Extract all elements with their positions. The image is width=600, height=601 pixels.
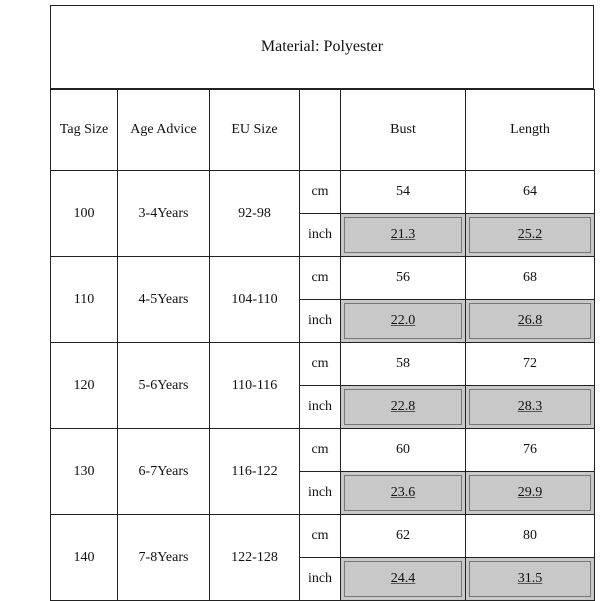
age-advice-cell: 4-5Years [118,257,210,343]
unit-cm-cell: cm [300,257,341,300]
size-row-cm [51,515,595,558]
length-inch-cell-text: 25.2 [517,227,543,242]
size-row-cm [51,171,595,214]
unit-cm-cell: cm [300,429,341,472]
bust-inch-cell [341,386,466,429]
length-cm-cell: 76 [466,429,595,472]
header-cell: Length [466,90,595,171]
bust-inch-cell-text: 22.0 [390,313,416,328]
chart-title: Material: Polyester [50,5,594,89]
eu-size-cell: 116-122 [210,429,300,515]
tag-size-cell: 110 [51,257,118,343]
length-inch-cell [466,300,595,343]
bust-inch-cell [341,558,466,601]
unit-inch-cell: inch [300,214,341,257]
eu-size-cell: 122-128 [210,515,300,601]
age-advice-cell: 3-4Years [118,171,210,257]
unit-cm-cell: cm [300,343,341,386]
bust-cm-cell: 54 [341,171,466,214]
age-advice-cell: 6-7Years [118,429,210,515]
header-cell [300,90,341,171]
length-inch-cell [466,386,595,429]
unit-cm-cell: cm [300,171,341,214]
header-cell: EU Size [210,90,300,171]
bust-cm-cell: 58 [341,343,466,386]
length-inch-cell-text: 29.9 [517,485,543,500]
bust-inch-cell-text: 22.8 [390,399,416,414]
eu-size-cell: 104-110 [210,257,300,343]
size-row-cm [51,343,595,386]
tag-size-cell: 140 [51,515,118,601]
header-cell: Bust [341,90,466,171]
size-row-cm [51,429,595,472]
length-inch-cell [466,472,595,515]
eu-size-cell: 110-116 [210,343,300,429]
tag-size-cell: 100 [51,171,118,257]
length-cm-cell: 72 [466,343,595,386]
unit-inch-cell: inch [300,386,341,429]
unit-inch-cell: inch [300,472,341,515]
bust-cm-cell: 62 [341,515,466,558]
length-cm-cell: 64 [466,171,595,214]
bust-cm-cell: 56 [341,257,466,300]
bust-cm-cell: 60 [341,429,466,472]
header-row [51,90,595,171]
size-table [50,89,595,601]
bust-inch-cell-text: 24.4 [390,571,416,586]
tag-size-cell: 130 [51,429,118,515]
bust-inch-cell-text: 21.3 [390,227,416,242]
size-chart [50,5,594,594]
eu-size-cell: 92-98 [210,171,300,257]
length-inch-cell [466,214,595,257]
header-cell: Tag Size [51,90,118,171]
unit-inch-cell: inch [300,558,341,601]
size-row-cm [51,257,595,300]
bust-inch-cell-text: 23.6 [390,485,416,500]
length-inch-cell-text: 26.8 [517,313,543,328]
bust-inch-cell [341,300,466,343]
tag-size-cell: 120 [51,343,118,429]
length-cm-cell: 80 [466,515,595,558]
unit-cm-cell: cm [300,515,341,558]
length-inch-cell-text: 31.5 [517,571,543,586]
length-inch-cell-text: 28.3 [517,399,543,414]
bust-inch-cell [341,214,466,257]
length-cm-cell: 68 [466,257,595,300]
age-advice-cell: 7-8Years [118,515,210,601]
header-cell: Age Advice [118,90,210,171]
age-advice-cell: 5-6Years [118,343,210,429]
bust-inch-cell [341,472,466,515]
unit-inch-cell: inch [300,300,341,343]
length-inch-cell [466,558,595,601]
